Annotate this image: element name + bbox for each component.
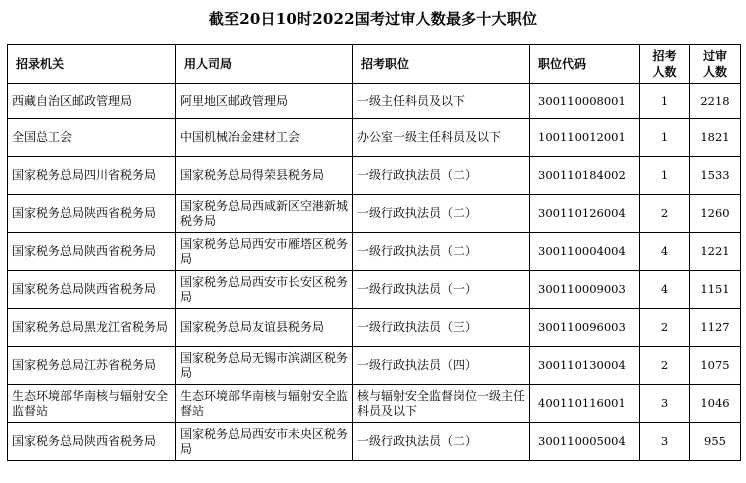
table-row xyxy=(8,423,741,461)
cell-position: 一级主任科员及以下 xyxy=(353,84,530,119)
cell-bureau: 国家税务总局无锡市滨湖区税务局 xyxy=(176,347,353,385)
cell-agency: 国家税务总局陕西省税务局 xyxy=(8,423,176,461)
cell-passed: 2218 xyxy=(690,84,741,119)
cell-passed: 1533 xyxy=(690,157,741,195)
header-quota xyxy=(640,45,690,84)
header-agency: 招录机关 xyxy=(8,45,176,84)
cell-quota: 3 xyxy=(640,423,690,461)
cell-bureau: 中国机械冶金建材工会 xyxy=(176,119,353,157)
table-row xyxy=(8,309,741,347)
cell-passed: 1260 xyxy=(690,195,741,233)
cell-quota: 1 xyxy=(640,84,690,119)
cell-code: 100110012001 xyxy=(530,119,640,157)
cell-code: 300110126004 xyxy=(530,195,640,233)
header-bureau: 用人司局 xyxy=(176,45,353,84)
cell-agency: 国家税务总局陕西省税务局 xyxy=(8,271,176,309)
table-row xyxy=(8,195,741,233)
header-position: 招考职位 xyxy=(353,45,530,84)
cell-passed: 1075 xyxy=(690,347,741,385)
cell-bureau: 生态环境部华南核与辐射安全监督站 xyxy=(176,385,353,423)
cell-position: 办公室一级主任科员及以下 xyxy=(353,119,530,157)
header-passed xyxy=(690,45,741,84)
cell-position: 核与辐射安全监督岗位一级主任科员及以下 xyxy=(353,385,530,423)
table-row xyxy=(8,347,741,385)
cell-bureau: 阿里地区邮政管理局 xyxy=(176,84,353,119)
cell-position: 一级行政执法员（三） xyxy=(353,309,530,347)
page-title: 截至20日10时2022国考过审人数最多十大职位 xyxy=(208,10,538,28)
table-row xyxy=(8,84,741,119)
cell-code: 300110184002 xyxy=(530,157,640,195)
cell-quota: 1 xyxy=(640,119,690,157)
cell-passed: 1127 xyxy=(690,309,741,347)
cell-passed: 955 xyxy=(690,423,741,461)
cell-passed: 1046 xyxy=(690,385,741,423)
cell-quota: 2 xyxy=(640,195,690,233)
table-header-row xyxy=(8,45,741,84)
table-row xyxy=(8,157,741,195)
cell-bureau: 国家税务总局西咸新区空港新城税务局 xyxy=(176,195,353,233)
cell-code: 300110008001 xyxy=(530,84,640,119)
cell-bureau: 国家税务总局西安市未央区税务局 xyxy=(176,423,353,461)
table-row xyxy=(8,385,741,423)
cell-position: 一级行政执法员（二） xyxy=(353,157,530,195)
table-body xyxy=(8,84,741,461)
cell-agency: 西藏自治区邮政管理局 xyxy=(8,84,176,119)
cell-agency: 生态环境部华南核与辐射安全监督站 xyxy=(8,385,176,423)
table-row xyxy=(8,271,741,309)
cell-agency: 国家税务总局陕西省税务局 xyxy=(8,195,176,233)
cell-code: 300110009003 xyxy=(530,271,640,309)
cell-position: 一级行政执法员（四） xyxy=(353,347,530,385)
positions-table xyxy=(7,44,741,461)
cell-bureau: 国家税务总局西安市雁塔区税务局 xyxy=(176,233,353,271)
cell-quota: 2 xyxy=(640,309,690,347)
table-row xyxy=(8,233,741,271)
cell-quota: 4 xyxy=(640,233,690,271)
cell-quota: 4 xyxy=(640,271,690,309)
cell-code: 300110005004 xyxy=(530,423,640,461)
cell-code: 300110096003 xyxy=(530,309,640,347)
cell-passed: 1151 xyxy=(690,271,741,309)
header-quota-label: 招考 人数 xyxy=(652,49,677,79)
cell-code: 400110116001 xyxy=(530,385,640,423)
cell-passed: 1821 xyxy=(690,119,741,157)
cell-agency: 国家税务总局陕西省税务局 xyxy=(8,233,176,271)
cell-bureau: 国家税务总局得荣县税务局 xyxy=(176,157,353,195)
cell-quota: 3 xyxy=(640,385,690,423)
cell-passed: 1221 xyxy=(690,233,741,271)
cell-quota: 2 xyxy=(640,347,690,385)
cell-bureau: 国家税务总局友谊县税务局 xyxy=(176,309,353,347)
cell-code: 300110130004 xyxy=(530,347,640,385)
cell-agency: 国家税务总局四川省税务局 xyxy=(8,157,176,195)
table-row xyxy=(8,119,741,157)
cell-position: 一级行政执法员（二） xyxy=(353,195,530,233)
cell-position: 一级行政执法员（二） xyxy=(353,233,530,271)
cell-agency: 国家税务总局江苏省税务局 xyxy=(8,347,176,385)
cell-bureau: 国家税务总局西安市长安区税务局 xyxy=(176,271,353,309)
cell-position: 一级行政执法员（一） xyxy=(353,271,530,309)
cell-code: 300110004004 xyxy=(530,233,640,271)
cell-quota: 1 xyxy=(640,157,690,195)
header-passed-label: 过审 人数 xyxy=(702,49,727,79)
cell-agency: 全国总工会 xyxy=(8,119,176,157)
cell-agency: 国家税务总局黑龙江省税务局 xyxy=(8,309,176,347)
cell-position: 一级行政执法员（二） xyxy=(353,423,530,461)
header-code: 职位代码 xyxy=(530,45,640,84)
